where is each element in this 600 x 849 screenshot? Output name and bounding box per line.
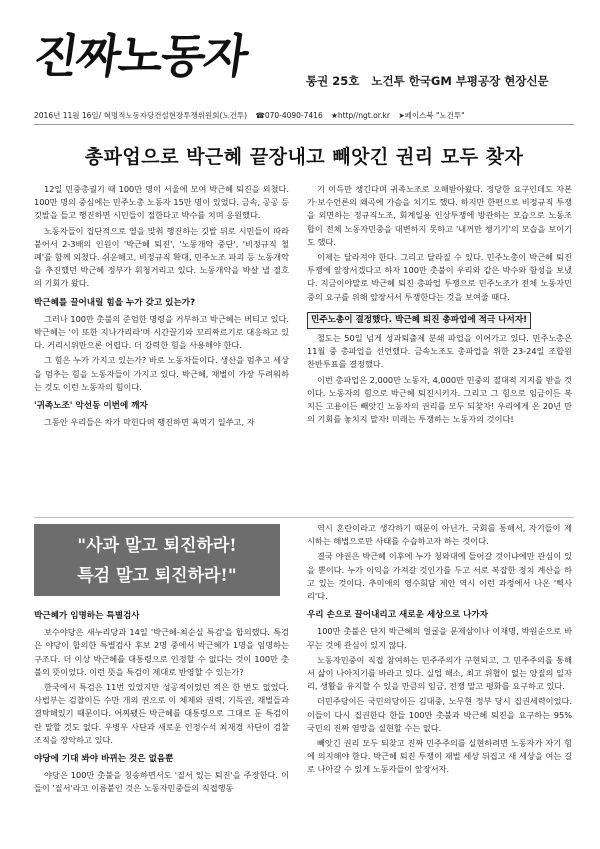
section-heading: 박근혜가 임명하는 특별검사 xyxy=(34,611,140,621)
paragraph: 이번 총파업은 2,000만 노동자, 4,000만 민중의 절대적 지지를 받을 것이다. 노동자의 힘으로 박근혜 퇴진시키자. 그리고 그 힘으로 임금이든 복지든 고용이든 빼앗긴 노동자의 권리를 모두 되찾자! 우리에게 온 20년 만의 기회를 놓치지 말자! 미래는 투쟁하는 노동자의 것이다! xyxy=(307,374,572,425)
article-column-3 xyxy=(34,604,289,798)
section-heading: 민주노총이 결정했다. 박근혜 퇴진 총파업에 적극 나서자! xyxy=(307,312,531,329)
paragraph: 야당은 100만 촛불을 칭송하면서도 '질서 있는 퇴진'을 주장한다. 이들이 '질서'라고 이름붙인 것은 노동자민중들의 직접행동 xyxy=(34,770,289,794)
section-heading: '귀족노조' 악선동 이번에 깨자 xyxy=(34,401,148,412)
newsletter-logo: 진짜노동자 xyxy=(30,29,250,83)
paragraph: 노동자들이 집단적으로 열을 맞춰 행진하는 깃발 뒤로 시민들이 따라 붙어서 2-3배의 인원이 '박근혜 퇴진', '노동개악 중단', '비정규직 철폐'를 함께 외쳤다. 쉬운해고, 비정규직 확대, 민주노조 파괴 등 노동개악을 추진했던 박근혜 정부가 휘청거리고 있다. 노동개악을 박살 낼 절호의 기회가 왔다. xyxy=(34,225,289,289)
masthead xyxy=(30,20,574,100)
main-headline: 총파업으로 박근혜 끝장내고 빼앗긴 권리 모두 찾자 xyxy=(84,146,524,168)
article-column-4 xyxy=(307,522,572,779)
paragraph: 보수야당은 새누리당과 14일 '박근혜-최순실 특검'을 합의했다. 특검은 야당이 합의한 특별검사 후보 2명 중에서 박근혜가 1명을 임명하는 구조다. 더 이상 박근혜를 대통령으로 인정할 수 없다는 것이 100만 촛불의 뜻이었다. 이런 뜻을 특검이 제대로 반영할 수 있는가? xyxy=(34,627,289,677)
paragraph: 기 이득만 챙긴다며 귀족노조로 오해받아왔다. 정당한 요구인데도 자본가·보수언론의 왜곡에 가슴을 치기도 했다. 하지만 한편으로 비정규직 투쟁을 외면하는 정규직노조, 회계일용 인상투쟁에 방관하는 모습으로 노동조합이 전체 노동자민중을 대변하지 못하고 '내꺼만 챙기기'의 모습을 보이기도 했다. xyxy=(307,184,572,247)
section-divider xyxy=(34,517,574,518)
callout-box xyxy=(34,524,280,596)
callout-line-1: "사과 말고 퇴진하라! xyxy=(77,536,237,556)
section-heading: 야당에 기대 봐야 바뀌는 것은 없음뿐 xyxy=(34,754,174,765)
paragraph: 역시 혼란이라고 생각하기 때문이 아닌가. 국회를 통해서, 자기들이 제시하는 해법으로만 사태를 수습하고자 하는 것이다. xyxy=(307,523,572,547)
paragraph: 더민주당이든 국민의당이든 김대중, 노무현 정부 당시 집권세력이었다. 이들이 다시 집권한다 한들 100만 촛불과 박근혜 퇴진을 요구하는 95% 국민의 진짜 염망을 실현할 수는 없다. xyxy=(307,696,572,733)
issue-number: 통권 25호 xyxy=(306,74,360,88)
article-column-2 xyxy=(307,183,572,428)
issue-line xyxy=(306,73,557,89)
date-org: 2016년 11월 16일/ 혁명적노동자당건설현장투쟁위원회(노건투) xyxy=(34,111,248,120)
paragraph: 한국에서 특검은 11번 있었지만 성공적이었던 적은 한 번도 없었다. 사법부는 검찰이든 수만 개의 권으로 이 체제와 권력, 기득권, 재벌들과 결탁해있기 때문이다. 어찌됐든 박근혜를 대통령으로 그대로 둔 특검이란 말할 것도 없다. 우병우 사단과 새로운 인정수석 최재경 사단이 검찰 조직을 장악하고 있다. xyxy=(34,682,289,745)
website-link[interactable]: ★http//ngt.or.kr xyxy=(331,111,390,120)
publisher-name: 노건투 한국GM 부평공장 현장신문 xyxy=(371,74,549,88)
paragraph: 그동안 우리들은 차가 막힌다며 행진하면 욕먹기 일쑤고, 자 xyxy=(44,417,255,428)
paragraph: 빼앗긴 권리 모두 되찾고 진짜 민주주의를 실현하려면 노동자가 자기 힘에 의지해야 한다. 박근혜 퇴진 투쟁이 재벌 세상 뒤집고 새 세상을 여는 길로 나아갈 수 있게 노동자들이 앞장서자. xyxy=(307,738,572,775)
callout-line-2: 특검 말고 퇴진하라!" xyxy=(77,566,237,586)
paragraph: 이제는 달라져야 한다. 그리고 달라질 수 있다. 민주노총이 박근혜 퇴진 투쟁에 앞장서겠다고 하자 100만 촛불이 우리와 같은 박수와 함성을 보냈다. 지금이야말로 박근혜 퇴진 총파업 투쟁으로 민주노조가 전체 노동자민중의 요구를 위해 앞장서서 투쟁한다는 것을 보여줄 때다. xyxy=(307,252,572,302)
paragraph: 그러나 100만 촛불의 준엄한 명령을 거부하고 박근혜는 버티고 있다. 박근혜는 '이 또한 지나가리라'며 시간끌기와 꼬리짜르기로 대응하고 있다. 거리시위만으론 어렵다. 더 강력한 힘을 사용해야 한다. xyxy=(34,313,289,351)
paragraph: 100만 촛불은 단지 박근혜의 얼굴을 문제삼이나 이재명, 박원순으로 바꾸는 것에 관심이 있지 않다. xyxy=(307,626,572,650)
paragraph: 그 힘은 누가 가지고 있는가? 바로 노동자들이다. 생산을 멈추고 세상을 멈추는 힘을 노동자들이 가지고 있다. 박근혜, 재벌이 가장 두려워하는 것도 이런 노동자의 힘이다. xyxy=(34,355,289,392)
section-heading: 우리 손으로 끌어내리고 새로운 세상으로 나가자 xyxy=(307,610,488,621)
paragraph: 노동자민중이 직접 참여하는 민주주의가 구현되고, 그 민주주의를 통해서 삶이 나아지기를 바라고 있다. 실업 해소, 최고 위협이 없는 양질의 일자리, 생활을 유지할 수 있을 만큼의 임금, 전쟁 말고 평화를 요구하고 있다. xyxy=(307,654,572,692)
phone-number: ☎070-4090-7416 xyxy=(255,111,323,120)
paragraph: 12일 민중총궐기 때 100만 명이 서울에 모여 박근혜 퇴진을 외쳤다. 100만 명의 중심에는 민주노총 노동자 15만 명이 있었다. 금속, 공공 등 깃발을 들고 행진하면 시민들이 절한다고 박수를 치며 응원했다. xyxy=(34,184,290,221)
facebook-link[interactable]: ➤페이스북 "노건투" xyxy=(398,111,465,120)
section-heading: 박근혜를 끌어내릴 힘을 누가 갖고 있는가? xyxy=(34,297,196,308)
article-column-1 xyxy=(34,183,289,431)
info-bar xyxy=(34,110,574,125)
paragraph: 결국 야권은 박근혜 이후에 누가 청와대에 들어갈 것이냐에만 관심이 있을 뿐이다. 누가 이익을 가져갈 것인가를 두고 서로 복잡한 정치 계산을 하고 있는 것이다. 추미애의 영수회담 제안 역시 이런 과정에서 나온 '삑사리'다. xyxy=(307,551,572,602)
paragraph: 철도는 50일 넘게 성과퇴출제 분쇄 파업을 이어가고 있다. 민주노총은 11월 중 총파업을 선언했다. 금속노조도 총파업을 위한 23-24일 조합원 찬반투표를 결정했다. xyxy=(307,333,572,370)
